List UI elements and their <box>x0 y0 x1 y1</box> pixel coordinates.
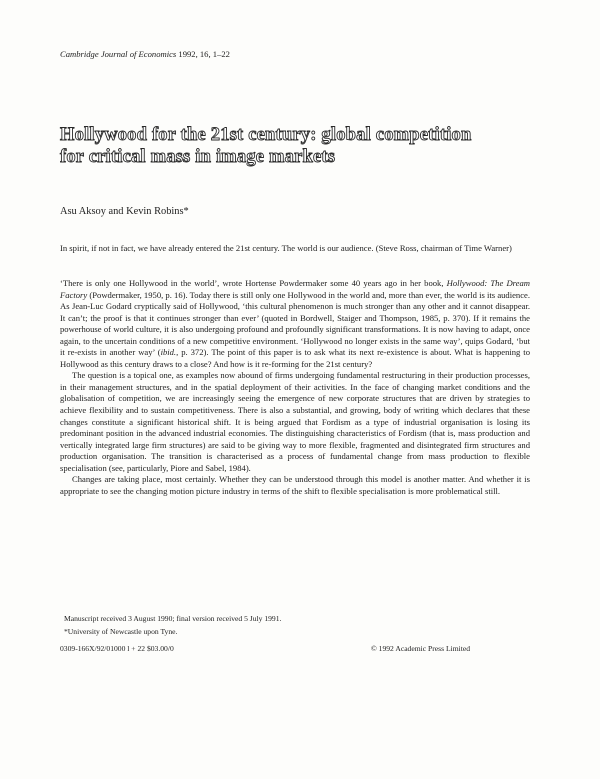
journal-volume: 1992, 16, 1–22 <box>176 49 230 59</box>
epigraph: In spirit, if not in fact, we have already entered the 21st century. The world is our audience. (Steve Ross, chairman of Time Warner) <box>60 243 512 253</box>
p1-text-c: , p. 372). The point of this paper is to ask what its next re-existence is about. What is happening to Hollywood as this century draws to a close? And how is it re-forming for the 21st century? <box>60 347 530 369</box>
footnotes <box>60 612 530 638</box>
p1-text-b: (Powdermaker, 1950, p. 16). Today there is still only one Hollywood in the world and, more than ever, the world is its audience. As Jean-Luc Godard cryptically said of Hollywood, ‘this cultural phenomenon is much stronger than any other and it cannot disappear. It can’t; the proof is that it continues stronger than ever’ (quoted in Bordwell, Staiger and Thompson, 1985, p. 370). If it remains the powerhouse of world culture, it is also undergoing profound and profoundly significant transformations. It is now having to adapt, once again, to the uncertain conditions of a new competitive environment. ‘Hollywood no longer exists in the same way’, quips Godard, ‘but it re-exists in another way’ ( <box>60 289 530 358</box>
author-affiliation: *University of Newcastle upon Tyne. <box>64 627 178 636</box>
p1-ibid: ibid. <box>160 347 177 358</box>
copyright: © 1992 Academic Press Limited <box>371 644 470 653</box>
journal-name: Cambridge Journal of Economics <box>60 49 177 59</box>
paragraph-1 <box>60 278 530 370</box>
paragraph-3: Changes are taking place, most certainly. Whether they can be understood through this model is another matter. And whether it is appropriate to see the changing motion picture industry in terms of the shift to flexible specialisation is more problematical still. <box>60 474 530 496</box>
p1-book-title: Hollywood: The Dream Factory <box>60 278 530 300</box>
journal-citation <box>60 49 230 59</box>
page-footer <box>60 644 470 653</box>
authors: Asu Aksoy and Kevin Robins* <box>60 206 189 217</box>
p1-text-a: ‘There is only one Hollywood in the world’, wrote Hortense Powdermaker some 40 years ago in her book, <box>60 278 447 288</box>
body-text <box>60 278 530 497</box>
paragraph-2: The question is a topical one, as examples now abound of firms undergoing fundamental restructuring in their production processes, in their management structures, and in the spatial deployment of their activities. In the face of changing market conditions and the globalisation of competition, we are increasingly seeing the emergence of new corporate structures that are driven by strategies to achieve flexibility and to sustain competitiveness. There is also a substantial, and growing, body of writing which declares that these changes constitute a significant historical shift. It is being argued that Fordism as a type of industrial organisation is losing its predominant position in the advanced industrial economies. The distinguishing characteristics of Fordism (that is, mass production and vertically integrated large firm structures) are said to be giving way to more flexible, fragmented and disintegrated firm structures and production organisation. The transition is characterised as a process of fundamental change from mass production to flexible specialisation (see, particularly, Piore and Sabel, 1984). <box>60 370 530 473</box>
issn-code: 0309-166X/92/01000 l + 22 $03.00/0 <box>60 644 174 653</box>
manuscript-received: Manuscript received 3 August 1990; final version received 5 July 1991. <box>64 614 282 623</box>
paper-title: Hollywood for the 21st century: global competition for critical mass in image markets <box>60 125 472 167</box>
